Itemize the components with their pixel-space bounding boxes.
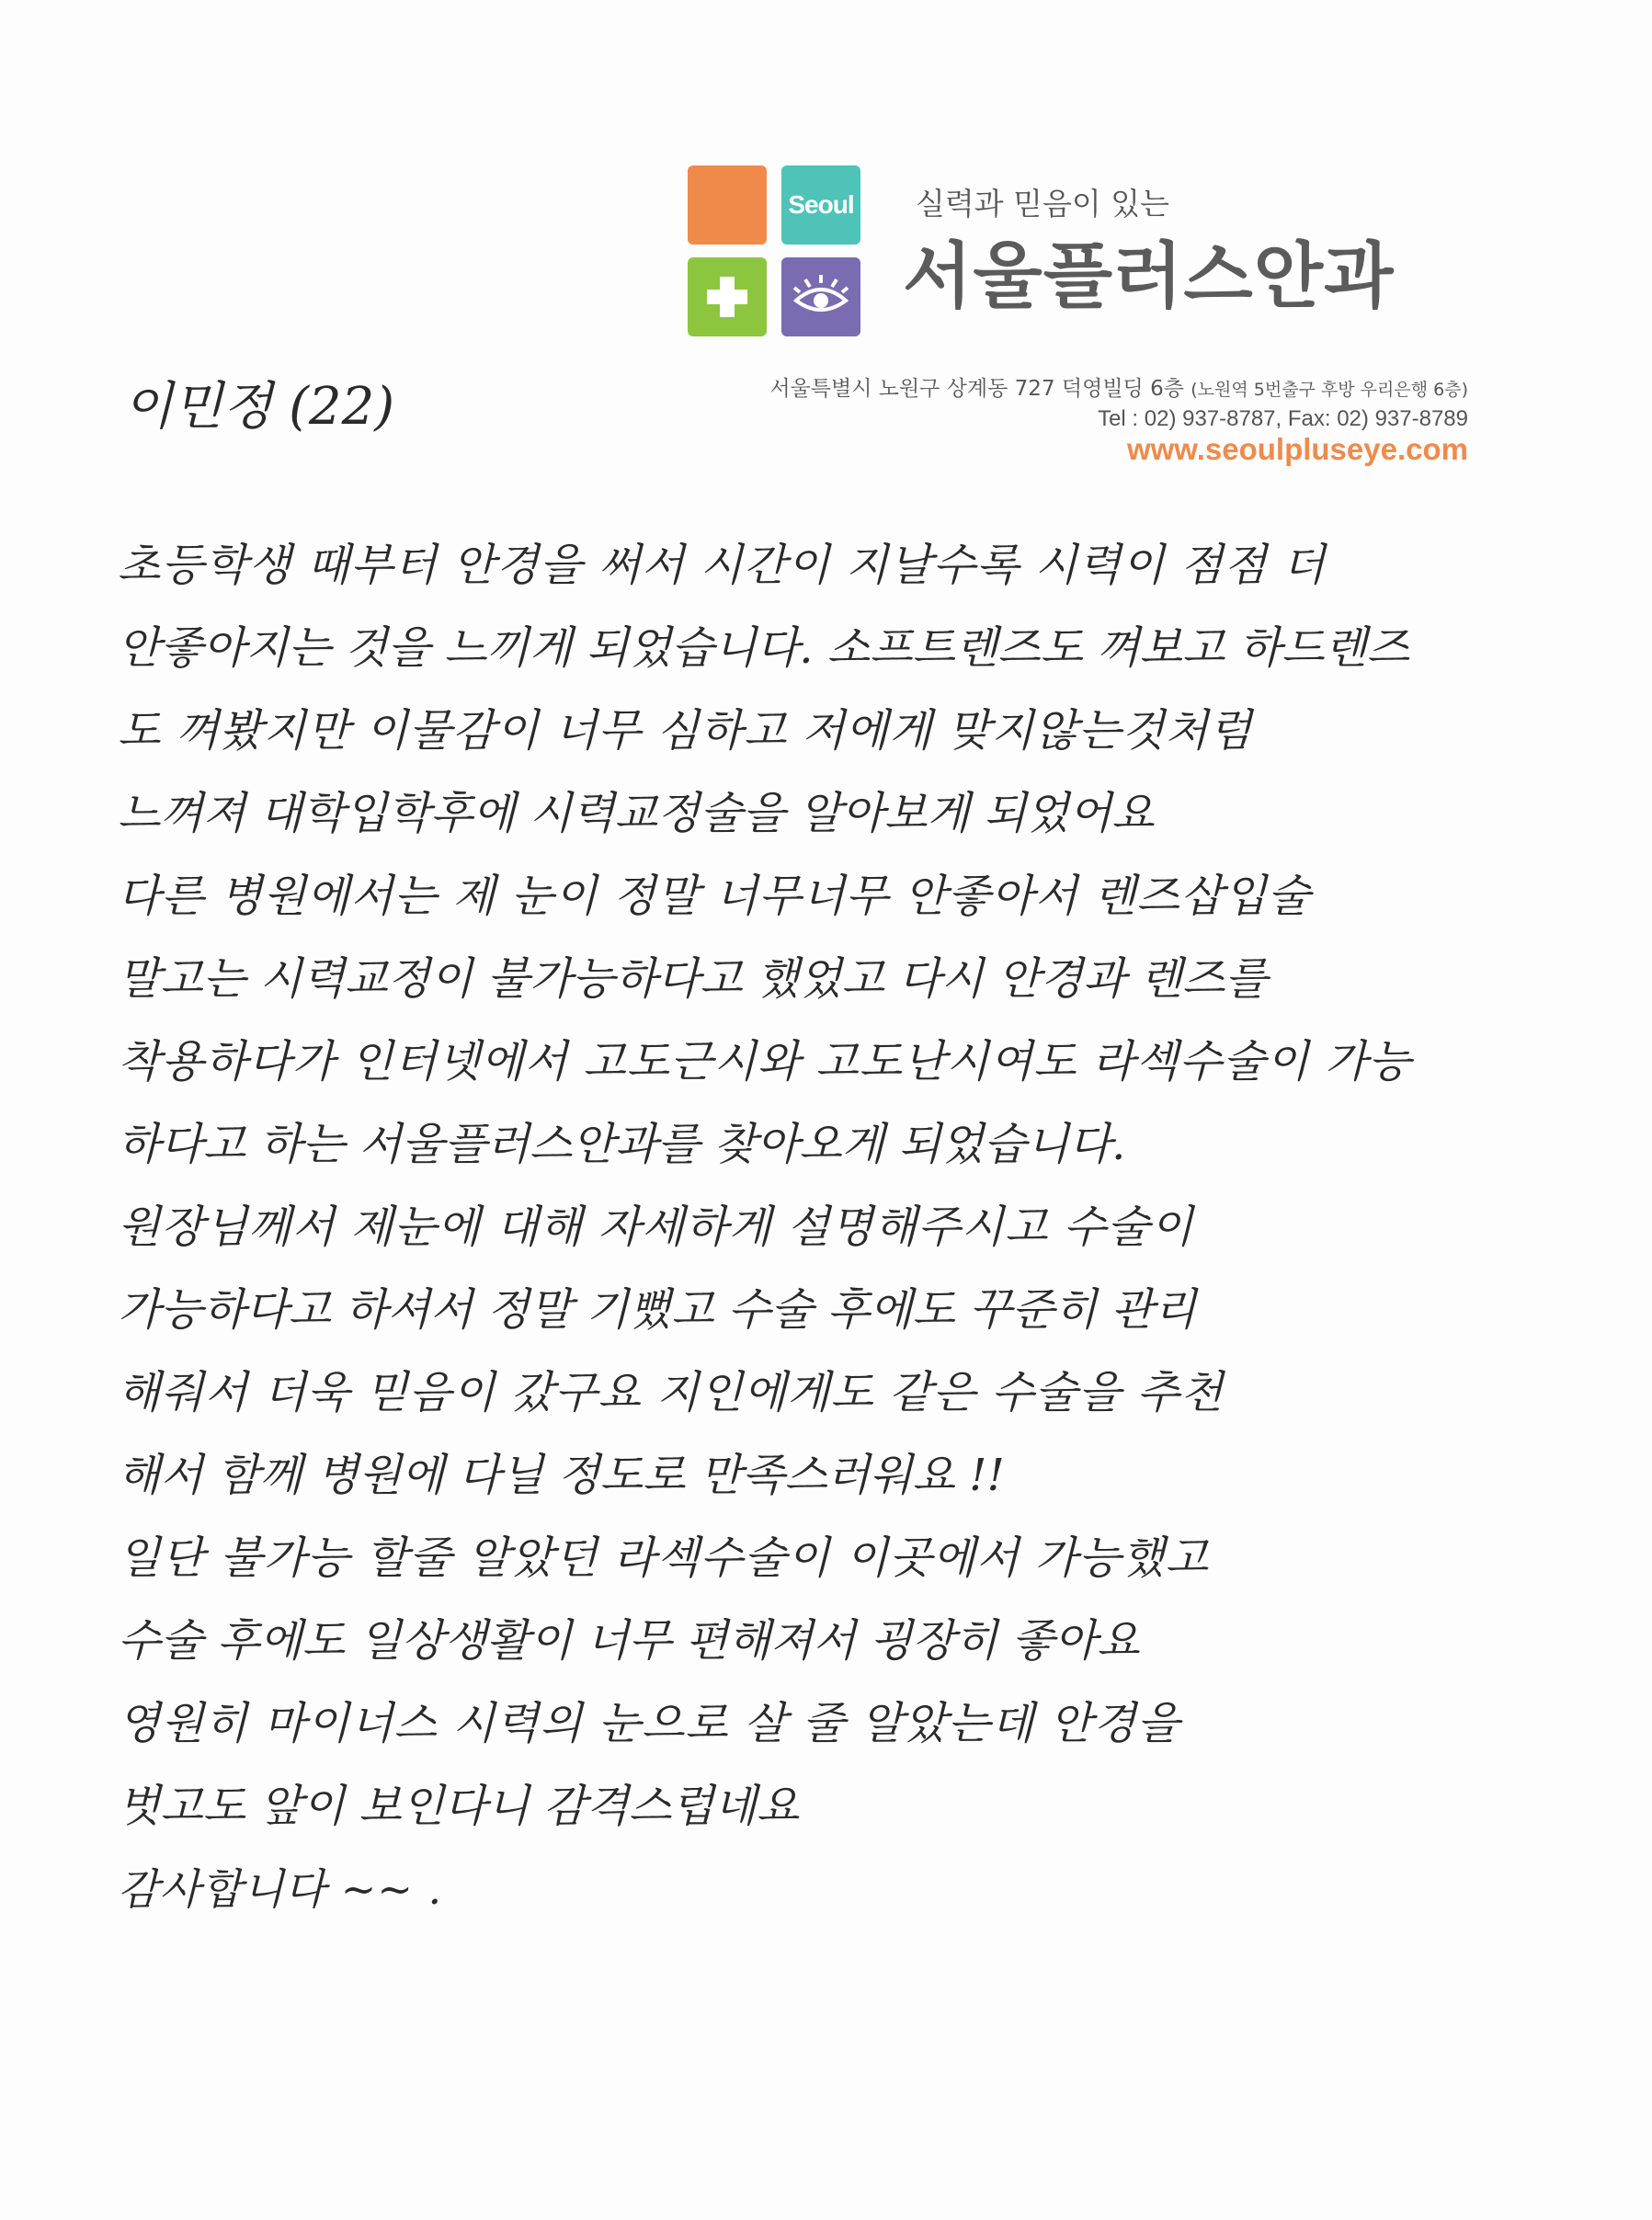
letter-line: 착용하다가 인터넷에서 고도근시와 고도난시여도 라섹수술이 가능 bbox=[118, 1036, 1412, 1087]
letter-line: 일단 불가능 할줄 알았던 라섹수술이 이곳에서 가능했고 bbox=[118, 1532, 1210, 1584]
logo-seoul-text: Seoul bbox=[788, 190, 854, 219]
clinic-address bbox=[769, 371, 1468, 402]
clinic-tagline: 실력과 믿음이 있는 bbox=[916, 186, 1170, 222]
letter-line: 해줘서 더욱 믿음이 갔구요 지인에게도 같은 수술을 추천 bbox=[118, 1367, 1225, 1418]
eye-icon bbox=[789, 271, 853, 323]
letter-line: 원장님께서 제눈에 대해 자세하게 설명해주시고 수술이 bbox=[118, 1201, 1194, 1253]
clinic-website: www.seoulpluseye.com bbox=[1126, 432, 1468, 466]
logo-tile-seoul bbox=[781, 165, 860, 245]
letter-line: 다른 병원에서는 제 눈이 정말 너무너무 안좋아서 렌즈삽입술 bbox=[118, 871, 1312, 922]
letter-line: 말고는 시력교정이 불가능하다고 했었고 다시 안경과 렌즈를 bbox=[118, 953, 1268, 1005]
letter-author: 이민정 (22) bbox=[123, 377, 395, 437]
letter-line: 안좋아지는 것을 느끼게 되었습니다. 소프트렌즈도 껴보고 하드렌즈 bbox=[118, 622, 1410, 674]
address-note: (노원역 5번출구 후방 우리은행 6층) bbox=[1191, 380, 1468, 400]
logo-tile-orange bbox=[688, 165, 767, 245]
plus-icon bbox=[701, 271, 753, 323]
letter-line: 도 껴봤지만 이물감이 너무 심하고 저에게 맞지않는것처럼 bbox=[118, 705, 1253, 757]
letter-line: 영원히 마이너스 시력의 눈으로 살 줄 알았는데 안경을 bbox=[118, 1698, 1180, 1749]
clinic-logo bbox=[688, 165, 862, 336]
letter-line: 초등학생 때부터 안경을 써서 시간이 지날수록 시력이 점점 더 bbox=[118, 540, 1327, 591]
letter-body bbox=[118, 524, 1533, 1930]
clinic-contact: Tel : 02) 937-8787, Fax: 02) 937-8789 bbox=[1098, 406, 1468, 431]
letter-line: 느껴져 대학입학후에 시력교정술을 알아보게 되었어요 bbox=[118, 788, 1155, 839]
letter-line: 가능하다고 하셔서 정말 기뻤고 수술 후에도 꾸준히 관리 bbox=[118, 1284, 1197, 1336]
letter-line: 해서 함께 병원에 다닐 정도로 만족스러워요 !! bbox=[118, 1450, 1005, 1501]
address-main: 서울특별시 노원구 상계동 727 덕영빌딩 6층 bbox=[769, 377, 1184, 401]
clinic-name: 서울플러스안과 bbox=[903, 235, 1395, 318]
logo-tile-eye bbox=[781, 257, 860, 336]
letter-line: 벗고도 앞이 보인다니 감격스럽네요 bbox=[118, 1781, 800, 1832]
letter-line: 하다고 하는 서울플러스안과를 찾아오게 되었습니다. bbox=[118, 1119, 1126, 1170]
letter-line: 수술 후에도 일상생활이 너무 편해져서 굉장히 좋아요 bbox=[118, 1615, 1140, 1667]
letter-line: 감사합니다 ~~ . bbox=[118, 1864, 443, 1914]
logo-tile-plus bbox=[688, 257, 767, 336]
